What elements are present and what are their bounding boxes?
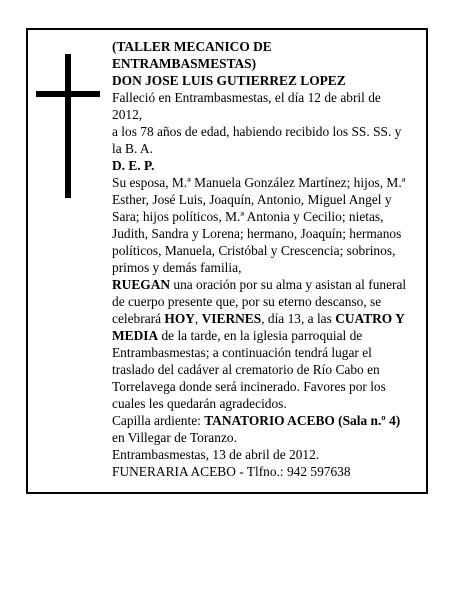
rip-line: D. E. P.: [112, 158, 155, 173]
request-text-2: , día 13, a las: [261, 311, 336, 326]
request-comma: ,: [194, 311, 202, 326]
header-line-2: ENTRAMBASMESTAS): [112, 56, 257, 71]
obituary-text: [112, 38, 412, 480]
cross-vertical-bar: [65, 54, 71, 198]
chapel-line: [112, 412, 412, 446]
ruegan-text: RUEGAN: [112, 277, 171, 292]
chapel-location: en Villegar de Toranzo.: [112, 430, 237, 445]
age-sacraments: a los 78 años de edad, habiendo recibido los SS. SS. y la B. A.: [112, 124, 402, 156]
funeral-home: FUNERARIA ACEBO - Tlfno.: 942 597638: [112, 464, 351, 479]
request-text-1: una oración por su alma y asistan al funeral de cuerpo presente que, por su eterno descanso, se celebrará: [112, 277, 407, 326]
cross-icon: [36, 54, 100, 198]
hoy-text: HOY: [164, 311, 195, 326]
cross-horizontal-bar: [36, 91, 100, 97]
viernes-text: VIERNES: [201, 311, 262, 326]
death-notice: Falleció en Entrambasmestas, el día 12 de abril de 2012,: [112, 90, 381, 122]
deceased-name: DON JOSE LUIS GUTIERREZ LOPEZ: [112, 73, 346, 88]
chapel-prefix: Capilla ardiente:: [112, 413, 205, 428]
header-line-1: (TALLER MECANICO DE: [112, 39, 272, 54]
funeral-request: [112, 276, 412, 412]
date-line: Entrambasmestas, 13 de abril de 2012.: [112, 447, 320, 462]
funeral-time: CUATRO Y MEDIA: [112, 311, 405, 343]
family-list: Su esposa, M.ª Manuela González Martínez; hijos, M.ª Esther, José Luis, Joaquín, Antonio, Miguel Angel y Sara; hijos políticos, M.ª Antonia y Cecilio; nietas, Judith, Sandra y Lorena; hermano, Joaquín; hermanos políticos, Manuela, Cristóbal y Crescencia; sobrinos, primos y demás familia,: [112, 175, 406, 275]
chapel-name: TANATORIO ACEBO (Sala n.º 4): [204, 413, 401, 428]
request-text-3: de la tarde, en la iglesia parroquial de Entrambasmestas; a continuación tendrá lugar el traslado del cadáver al crematorio de Río Cabo en Torrelavega donde será incinerado. Favores por los cuales les quedarán agradecidos.: [112, 328, 386, 411]
